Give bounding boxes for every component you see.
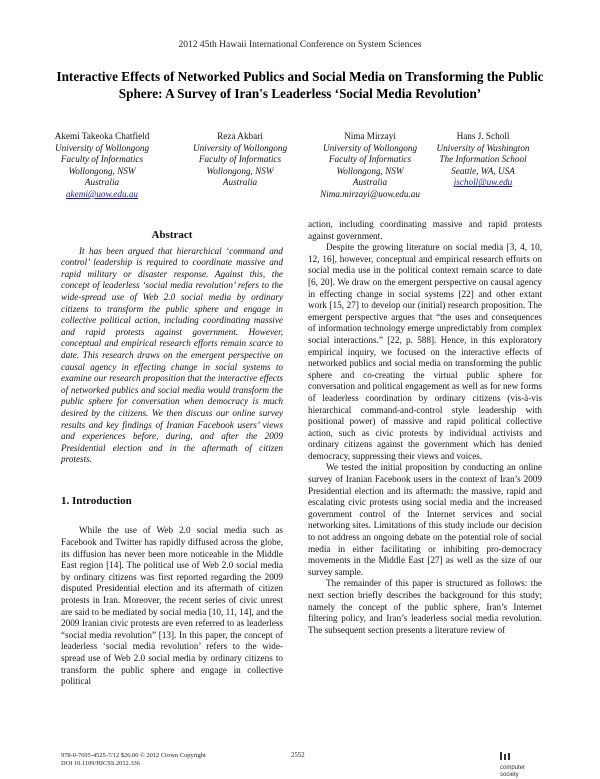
intro-paragraph: While the use of Web 2.0 social media such as Facebook and Twitter has rapidly diffused across the globe, its diffusion has never been more noticeable in the Middle East region [14]. The political use of Web 2.0 social media by ordinary citizens was first reported regarding the 2009 disputed Presidential election and its aftermath of citizen protests in Iran. Moreover, the recent series of civic unrest are said to be mediated by social media [10, 11, 14], and the 2009 Iranian civic protests are even referred to as leaderless “social media revolution” [13]. In this paper, the concept of leaderless ‘social media revolution’ refers to the wide-spread use of Web 2.0 social media by ordinary citizens to transform the public sphere and engage in collective political: [61, 525, 283, 687]
author-email-link[interactable]: jscholl@uw.edu: [453, 177, 513, 188]
author-dept: Faculty of Informatics: [198, 154, 282, 165]
logo-text-line2: society: [500, 772, 519, 778]
logo-text-line1: computer: [500, 765, 526, 771]
author-affiliation: University of Wollongong: [192, 142, 288, 153]
author-country: Australia: [352, 177, 388, 188]
author-name: Nima Mirzayi: [344, 131, 396, 141]
left-column: [61, 224, 283, 688]
body-paragraph: We tested the initial proposition by conducting an online survey of Iranian Facebook users in the context of Iran’s 2009 Presidential election and its aftermath: the massive, rapid and escalating civic protests using social media and the increased government control of the Internet services and social networking sites. Limitations of this study include our decision to not address an ongoing debate on the potential role of social media in either facilitating or inhibiting pro-democracy movements in the Middle East [27] as well as the size of our survey sample.: [308, 462, 542, 577]
paper-title: Interactive Effects of Networked Publics and Social Media on Transforming the Public Sphere: A Survey of Iran's Leaderless ‘Social Media Revolution’: [56, 69, 544, 101]
author-dept: Faculty of Informatics: [328, 154, 412, 165]
page-number: 2552: [291, 752, 305, 759]
author-email-link[interactable]: akemi@uow.edu.au: [65, 188, 139, 199]
author-block-1: [43, 131, 161, 201]
abstract-heading: Abstract: [151, 229, 193, 241]
author-dept: The Information School: [439, 154, 527, 165]
conference-header: 2012 45th Hawaii International Conference on System Sciences: [178, 40, 422, 50]
author-name: Reza Akbari: [217, 131, 263, 141]
author-block-4: [424, 131, 542, 189]
author-block-3: [311, 131, 429, 201]
abstract-text: It has been argued that hierarchical ‘command and control’ leadership is required to coordinate massive and rapid military or disaster response. Against this, the concept of leaderless ‘social media revolution’ refers to the wide-spread use of Web 2.0 social media by ordinary citizens to transform the public sphere and engage in collective political action, including coordinating massive and rapid protests against government. However, conceptual and empirical research efforts remain scarce to date. This research draws on the emergent perspective on causal agency in effecting change in social systems to examine our research proposition that the interactive effects of networked publics and social media would transform the public sphere for conversation when democracy is much desired by the citizens. We then discuss our online survey results and key findings of Iranian Facebook users’ views and experiences before, during, and after the 2009 Presidential election and in the aftermath of citizen protests.: [61, 245, 283, 465]
author-block-2: [181, 131, 299, 189]
author-email: Nima.mirzayi@uow.edu.au: [320, 188, 420, 199]
body-paragraph: The remainder of this paper is structured as follows: the next section briefly describes the background for this study; namely the concept of the public sphere, Iran’s Internet filtering policy, and Iran’s leaderless social media revolution. The subsequent section presents a literature review of: [308, 578, 542, 635]
author-city: Seattle, WA, USA: [451, 165, 515, 176]
footer-copyright: [61, 752, 206, 768]
author-dept: Faculty of Informatics: [60, 154, 144, 165]
body-paragraph: action, including coordinating massive and rapid protests against government.: [308, 219, 542, 241]
right-column: [308, 219, 542, 636]
author-country: Australia: [84, 177, 120, 188]
author-affiliation: University of Wollongong: [54, 142, 150, 153]
logo-mark-icon: [500, 752, 512, 760]
author-city: Wollongong, NSW: [206, 165, 274, 176]
author-name: Hans J. Scholl: [456, 131, 510, 141]
footer-doi: DOI 10.1109/HICSS.2012.336: [61, 760, 140, 767]
author-city: Wollongong, NSW: [68, 165, 136, 176]
body-paragraph: Despite the growing literature on social media [3, 4, 10, 12, 16], however, conceptual and empirical research efforts on social media use in the political context remain scarce to date [6, 20]. We draw on the emergent perspective on causal agency in effecting change in social systems [22] and other extant work [15, 27] to develop our (initial) research proposition. The emergent perspective argues that “the uses and consequences of information technology emerge unpredictably from complex social interactions.” [22, p. 588]. Hence, in this exploratory empirical inquiry, we focused on the interactive effects of networked publics and social media on transforming the public sphere and co-creating the virtual public sphere for conversation and political engagement as well as for new forms of leaderless coordination by ordinary citizens (vis-à-vis hierarchical command-and-control style leadership with positional power) of massive and rapid political collective action, such as civic protests by individual activists and ordinary citizens against the government which has denied democracy, suppressing their views and voices.: [308, 242, 542, 461]
introduction-heading: 1. Introduction: [61, 494, 132, 507]
author-affiliation: University of Washington: [436, 142, 530, 153]
author-name: Akemi Takeoka Chatfield: [54, 131, 150, 141]
footer-isbn: 978-0-7695-4525-7/12 $26.00 © 2012 Crown Copyright: [61, 752, 206, 759]
author-affiliation: University of Wollongong: [322, 142, 418, 153]
author-country: Australia: [222, 177, 258, 188]
computer-society-logo: [500, 747, 544, 778]
author-city: Wollongong, NSW: [336, 165, 404, 176]
